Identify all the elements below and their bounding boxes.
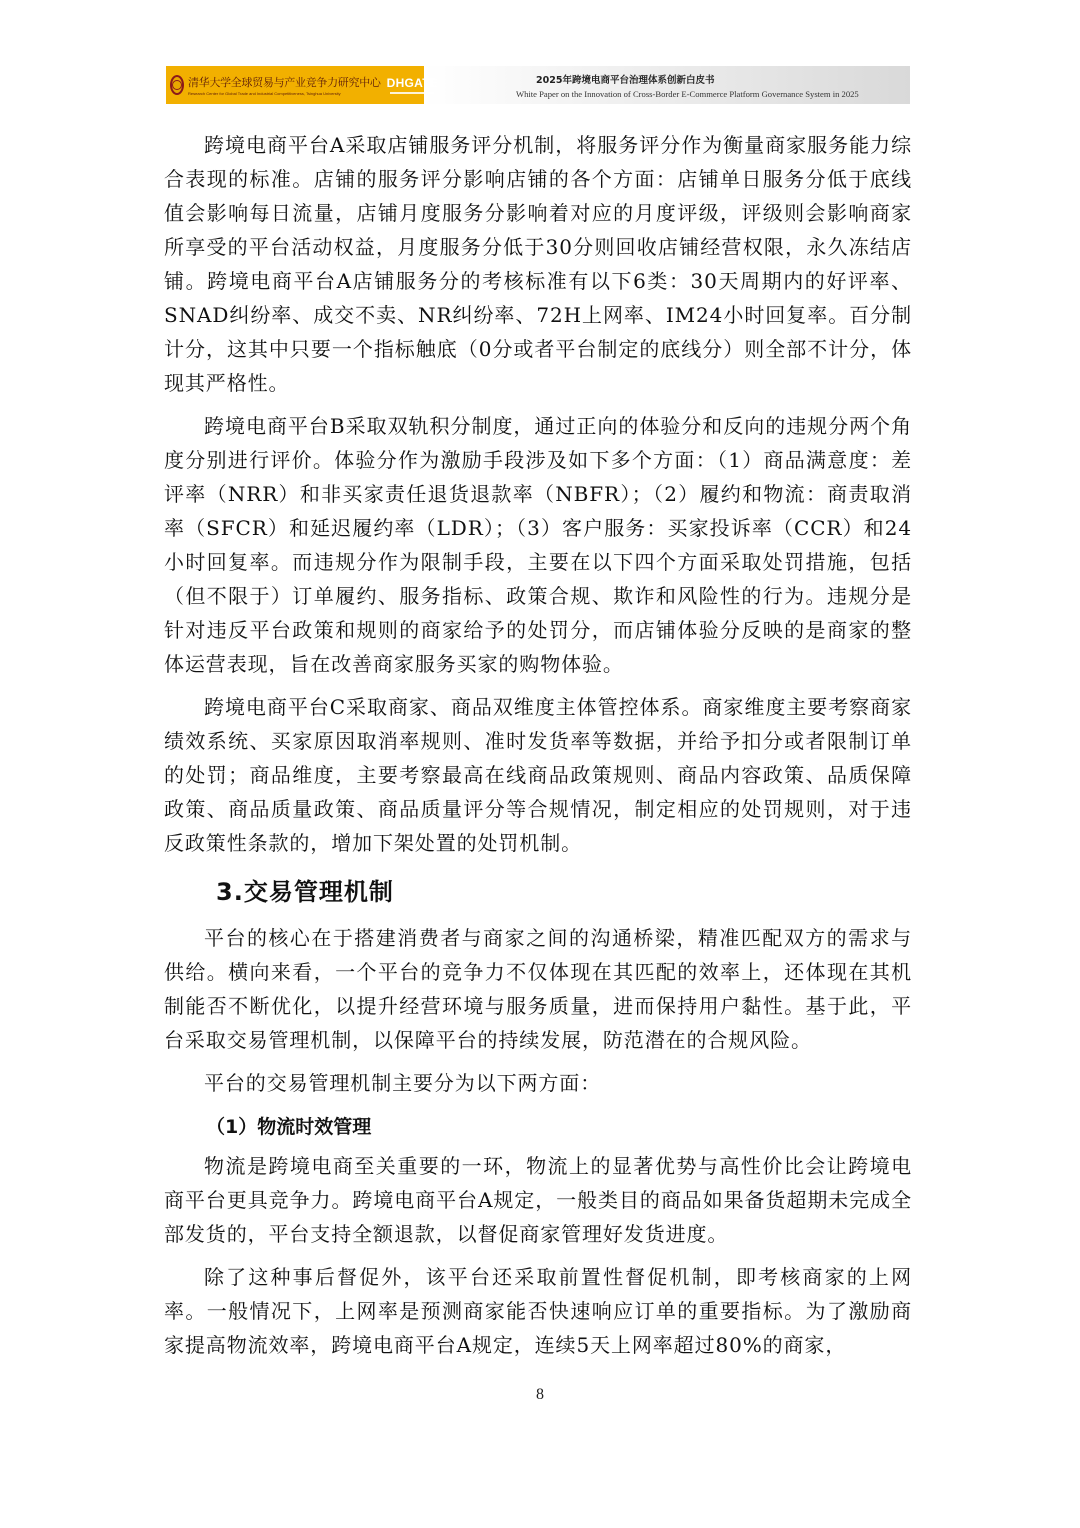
research-center-name-zh: 清华大学全球贸易与产业竞争力研究中心 [188, 76, 381, 89]
paragraph-upfront-supervision: 除了这种事后督促外，该平台还采取前置性督促机制，即考核商家的上网率。一般情况下，上网率是预测商家能否快速响应订单的重要指标。为了激励商家提高物流效率，跨境电商平台A规定，连续5天上网率超过80%的商家， [164, 1265, 912, 1357]
research-center-name [188, 74, 381, 96]
paragraph-platform-a-scoring: 跨境电商平台A采取店铺服务评分机制，将服务评分作为衡量商家服务能力综合表现的标准。店铺的服务评分影响店铺的各个方面：店铺单日服务分低于底线值会影响每日流量，店铺月度服务分影响着对应的月度评级，评级则会影响商家所享受的平台活动权益，月度服务分低于30分则回收店铺经营权限，永久冻结店铺。跨境电商平台A店铺服务分的考核标准有以下6类：30天周期内的好评率、SNAD纠纷率、成交不卖、NR纠纷率、72H上网率、IM24小时回复率。百分制计分，这其中只要一个指标触底（0分或者平台制定的底线分）则全部不计分，体现其严格性。 [164, 133, 912, 395]
section-heading-transaction-management: 3.交易管理机制 [216, 878, 394, 906]
paragraph-platform-c-control: 跨境电商平台C采取商家、商品双维度主体管控体系。商家维度主要考察商家绩效系统、买家原因取消率规则、准时发货率等数据，并给予扣分或者限制订单的处罚；商品维度，主要考察最高在线商品政策规则、商品内容政策、品质保障政策、商品质量政策、商品质量评分等合规情况，制定相应的处罚规则，对于违反政策性条款的，增加下架处置的处罚机制。 [164, 695, 912, 855]
dhgate-logo-text: DHGATE [386, 76, 439, 90]
page-body [164, 128, 912, 1371]
document-title: 2025年跨境电商平台治理体系创新白皮书 [536, 74, 715, 86]
university-seal-icon [170, 75, 184, 95]
page-header [166, 66, 910, 104]
paragraph-logistics-importance: 物流是跨境电商至关重要的一环，物流上的显著优势与高性价比会让跨境电商平台更具竞争力。跨境电商平台A规定，一般类目的商品如果备货超期未完成全部发货的，平台支持全额退款，以督促商家管理好发货进度。 [164, 1154, 912, 1246]
paragraph-two-aspects: 平台的交易管理机制主要分为以下两方面： [204, 1071, 602, 1095]
subsection-heading-logistics: （1）物流时效管理 [206, 1116, 372, 1138]
document-title-en: White Paper on the Innovation of Cross-Border E-Commerce Platform Governance System in 2025 [516, 88, 859, 99]
dhgate-logo [387, 76, 439, 94]
page-number: 8 [536, 1386, 544, 1403]
paragraph-platform-b-scoring: 跨境电商平台B采取双轨积分制度，通过正向的体验分和反向的违规分两个角度分别进行评价。体验分作为激励手段涉及如下多个方面：（1）商品满意度：差评率（NRR）和非买家责任退货退款率（NBFR）；（2）履约和物流：商责取消率（SFCR）和延迟履约率（LDR）；（3）客户服务：买家投诉率（CCR）和24小时回复率。而违规分作为限制手段，主要在以下四个方面采取处罚措施，包括（但不限于）订单履约、服务指标、政策合规、欺诈和风险性的行为。违规分是针对违反平台政策和规则的商家给予的处罚分，而店铺体验分反映的是商家的整体运营表现，旨在改善商家服务买家的购物体验。 [164, 414, 912, 676]
header-logo-area [166, 66, 439, 104]
header-title-area [424, 66, 910, 104]
paragraph-platform-core: 平台的核心在于搭建消费者与商家之间的沟通桥梁，精准匹配双方的需求与供给。横向来看，一个平台的竞争力不仅体现在其匹配的效率上，还体现在其机制能否不断优化，以提升经营环境与服务质量，进而保持用户黏性。基于此，平台采取交易管理机制，以保障平台的持续发展，防范潜在的合规风险。 [164, 926, 912, 1052]
dhgate-logo-underline [390, 92, 434, 94]
research-center-name-en: Research Center for Global Trade and Industrial Competitiveness, Tsinghua University [188, 91, 341, 96]
